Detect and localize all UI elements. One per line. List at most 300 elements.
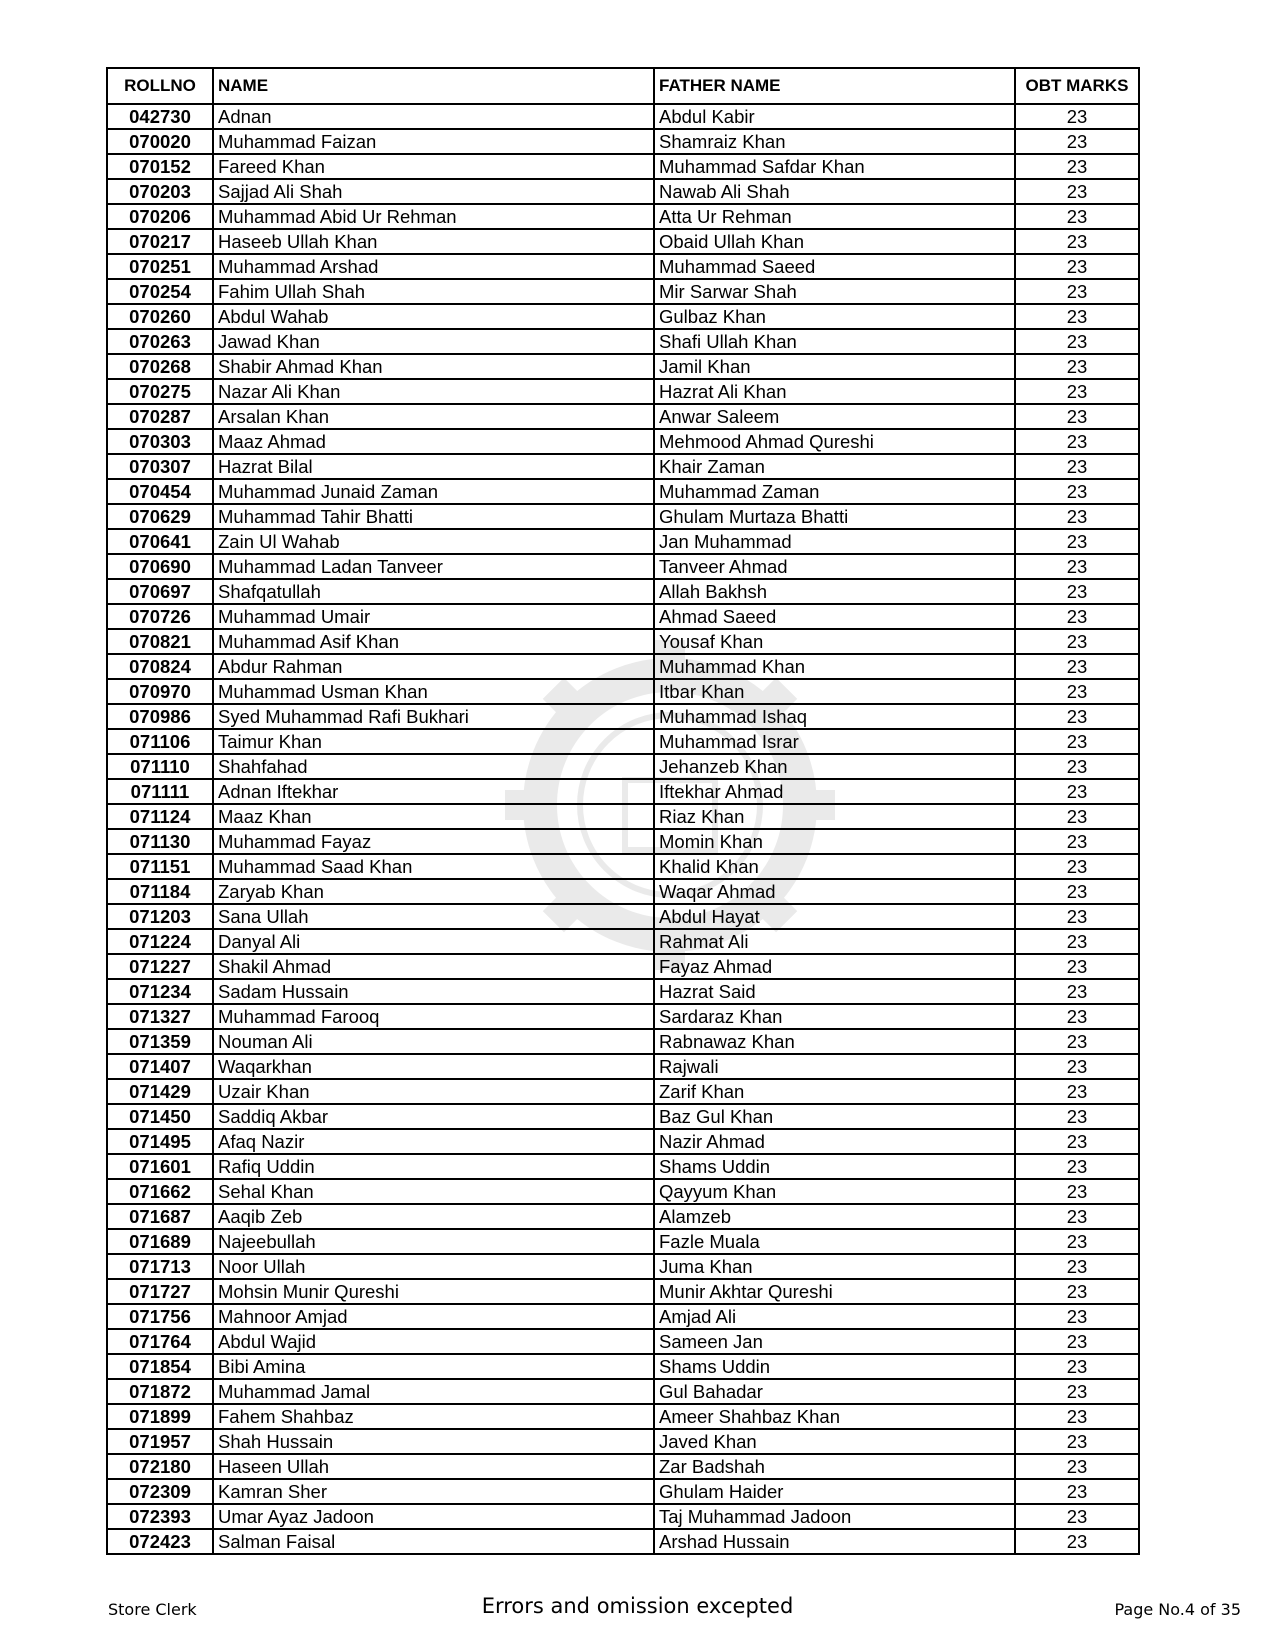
rollno-cell: 072423 (107, 1529, 213, 1554)
table-row (107, 1379, 1139, 1404)
father-name-cell: Mir Sarwar Shah (654, 279, 1015, 304)
rollno-cell: 071359 (107, 1029, 213, 1054)
name-cell: Abdul Wahab (213, 304, 654, 329)
obt-marks-cell: 23 (1015, 229, 1139, 254)
name-cell: Syed Muhammad Rafi Bukhari (213, 704, 654, 729)
table-row (107, 729, 1139, 754)
name-cell: Hazrat Bilal (213, 454, 654, 479)
rollno-cell: 070824 (107, 654, 213, 679)
table-row (107, 779, 1139, 804)
table-row (107, 829, 1139, 854)
obt-marks-cell: 23 (1015, 204, 1139, 229)
table-row (107, 1504, 1139, 1529)
rollno-cell: 070287 (107, 404, 213, 429)
rollno-cell: 070152 (107, 154, 213, 179)
obt-marks-cell: 23 (1015, 504, 1139, 529)
obt-marks-cell: 23 (1015, 1079, 1139, 1104)
rollno-cell: 070206 (107, 204, 213, 229)
results-table (106, 67, 1140, 1555)
name-cell: Mahnoor Amjad (213, 1304, 654, 1329)
name-cell: Uzair Khan (213, 1079, 654, 1104)
name-cell: Muhammad Usman Khan (213, 679, 654, 704)
footer-store-clerk: Store Clerk (108, 1600, 197, 1619)
table-row (107, 329, 1139, 354)
father-name-cell: Jamil Khan (654, 354, 1015, 379)
father-name-cell: Riaz Khan (654, 804, 1015, 829)
rollno-cell: 071184 (107, 879, 213, 904)
name-cell: Zain Ul Wahab (213, 529, 654, 554)
table-row (107, 154, 1139, 179)
obt-marks-cell: 23 (1015, 1054, 1139, 1079)
table-row (107, 904, 1139, 929)
table-row (107, 1529, 1139, 1554)
table-row (107, 1354, 1139, 1379)
rollno-cell: 070303 (107, 429, 213, 454)
obt-marks-cell: 23 (1015, 754, 1139, 779)
name-cell: Muhammad Junaid Zaman (213, 479, 654, 504)
table-row (107, 1029, 1139, 1054)
obt-marks-cell: 23 (1015, 954, 1139, 979)
father-name-cell: Shamraiz Khan (654, 129, 1015, 154)
rollno-cell: 070690 (107, 554, 213, 579)
father-name-cell: Javed Khan (654, 1429, 1015, 1454)
father-name-cell: Shams Uddin (654, 1154, 1015, 1179)
table-row (107, 579, 1139, 604)
table-row (107, 1154, 1139, 1179)
rollno-cell: 071601 (107, 1154, 213, 1179)
father-name-cell: Shams Uddin (654, 1354, 1015, 1379)
father-name-cell: Ameer Shahbaz Khan (654, 1404, 1015, 1429)
name-cell: Sana Ullah (213, 904, 654, 929)
name-cell: Salman Faisal (213, 1529, 654, 1554)
obt-marks-cell: 23 (1015, 1254, 1139, 1279)
obt-marks-cell: 23 (1015, 479, 1139, 504)
rollno-cell: 070275 (107, 379, 213, 404)
obt-marks-cell: 23 (1015, 929, 1139, 954)
name-cell: Shafqatullah (213, 579, 654, 604)
father-name-cell: Taj Muhammad Jadoon (654, 1504, 1015, 1529)
obt-marks-cell: 23 (1015, 604, 1139, 629)
father-name-cell: Amjad Ali (654, 1304, 1015, 1329)
table-row (107, 429, 1139, 454)
rollno-cell: 071234 (107, 979, 213, 1004)
name-cell: Nazar Ali Khan (213, 379, 654, 404)
rollno-cell: 070629 (107, 504, 213, 529)
rollno-cell: 071407 (107, 1054, 213, 1079)
name-cell: Abdul Wajid (213, 1329, 654, 1354)
table-row (107, 404, 1139, 429)
table-row (107, 179, 1139, 204)
table-row (107, 1254, 1139, 1279)
table-row (107, 1429, 1139, 1454)
obt-marks-cell: 23 (1015, 104, 1139, 129)
father-name-cell: Muhammad Saeed (654, 254, 1015, 279)
footer-page-number: Page No.4 of 35 (1114, 1600, 1241, 1619)
rollno-cell: 071495 (107, 1129, 213, 1154)
obt-marks-cell: 23 (1015, 304, 1139, 329)
table-row (107, 229, 1139, 254)
rollno-cell: 071854 (107, 1354, 213, 1379)
rollno-cell: 072180 (107, 1454, 213, 1479)
name-cell: Muhammad Abid Ur Rehman (213, 204, 654, 229)
father-name-cell: Khalid Khan (654, 854, 1015, 879)
father-name-cell: Tanveer Ahmad (654, 554, 1015, 579)
father-name-cell: Jan Muhammad (654, 529, 1015, 554)
father-name-cell: Nazir Ahmad (654, 1129, 1015, 1154)
table-row (107, 529, 1139, 554)
obt-marks-cell: 23 (1015, 679, 1139, 704)
obt-marks-cell: 23 (1015, 1129, 1139, 1154)
obt-marks-cell: 23 (1015, 729, 1139, 754)
name-cell: Noor Ullah (213, 1254, 654, 1279)
obt-marks-cell: 23 (1015, 179, 1139, 204)
rollno-cell: 071756 (107, 1304, 213, 1329)
rollno-cell: 071713 (107, 1254, 213, 1279)
obt-marks-cell: 23 (1015, 1454, 1139, 1479)
father-name-cell: Rahmat Ali (654, 929, 1015, 954)
table-row (107, 1404, 1139, 1429)
obt-marks-cell: 23 (1015, 854, 1139, 879)
obt-marks-cell: 23 (1015, 979, 1139, 1004)
table-row (107, 1304, 1139, 1329)
footer-disclaimer: Errors and omission excepted (481, 1594, 794, 1618)
obt-marks-cell: 23 (1015, 579, 1139, 604)
table-row (107, 754, 1139, 779)
father-name-cell: Atta Ur Rehman (654, 204, 1015, 229)
rollno-cell: 071450 (107, 1104, 213, 1129)
rollno-cell: 070268 (107, 354, 213, 379)
father-name-cell: Rajwali (654, 1054, 1015, 1079)
obt-marks-cell: 23 (1015, 1279, 1139, 1304)
rollno-cell: 071327 (107, 1004, 213, 1029)
rollno-cell: 071124 (107, 804, 213, 829)
obt-marks-cell: 23 (1015, 779, 1139, 804)
father-name-cell: Qayyum Khan (654, 1179, 1015, 1204)
name-cell: Afaq Nazir (213, 1129, 654, 1154)
name-cell: Muhammad Fayaz (213, 829, 654, 854)
name-cell: Arsalan Khan (213, 404, 654, 429)
father-name-cell: Abdul Hayat (654, 904, 1015, 929)
name-cell: Fareed Khan (213, 154, 654, 179)
father-name-cell: Muhammad Safdar Khan (654, 154, 1015, 179)
father-name-cell: Muhammad Israr (654, 729, 1015, 754)
father-name-cell: Anwar Saleem (654, 404, 1015, 429)
name-cell: Muhammad Farooq (213, 1004, 654, 1029)
rollno-cell: 071957 (107, 1429, 213, 1454)
table-row (107, 479, 1139, 504)
obt-marks-cell: 23 (1015, 1154, 1139, 1179)
table-row (107, 129, 1139, 154)
father-name-cell: Alamzeb (654, 1204, 1015, 1229)
name-cell: Fahim Ullah Shah (213, 279, 654, 304)
obt-marks-cell: 23 (1015, 554, 1139, 579)
father-name-cell: Obaid Ullah Khan (654, 229, 1015, 254)
name-cell: Muhammad Jamal (213, 1379, 654, 1404)
obt-marks-cell: 23 (1015, 904, 1139, 929)
father-name-cell: Itbar Khan (654, 679, 1015, 704)
name-cell: Waqarkhan (213, 1054, 654, 1079)
name-cell: Sadam Hussain (213, 979, 654, 1004)
name-cell: Kamran Sher (213, 1479, 654, 1504)
table-row (107, 1479, 1139, 1504)
obt-marks-cell: 23 (1015, 704, 1139, 729)
rollno-cell: 071727 (107, 1279, 213, 1304)
table-row (107, 929, 1139, 954)
obt-marks-cell: 23 (1015, 1404, 1139, 1429)
rollno-cell: 071899 (107, 1404, 213, 1429)
rollno-cell: 070217 (107, 229, 213, 254)
name-cell: Aaqib Zeb (213, 1204, 654, 1229)
obt-marks-cell: 23 (1015, 1104, 1139, 1129)
rollno-cell: 072309 (107, 1479, 213, 1504)
obt-marks-cell: 23 (1015, 1204, 1139, 1229)
obt-marks-cell: 23 (1015, 429, 1139, 454)
rollno-cell: 070697 (107, 579, 213, 604)
father-name-cell: Arshad Hussain (654, 1529, 1015, 1554)
father-name-cell: Fayaz Ahmad (654, 954, 1015, 979)
obt-marks-cell: 23 (1015, 404, 1139, 429)
obt-marks-cell: 23 (1015, 154, 1139, 179)
table-row (107, 1229, 1139, 1254)
father-name-cell: Iftekhar Ahmad (654, 779, 1015, 804)
name-cell: Nouman Ali (213, 1029, 654, 1054)
rollno-cell: 071106 (107, 729, 213, 754)
obt-marks-cell: 23 (1015, 529, 1139, 554)
table-row (107, 454, 1139, 479)
rollno-cell: 070251 (107, 254, 213, 279)
rollno-cell: 071111 (107, 779, 213, 804)
father-name-cell: Gulbaz Khan (654, 304, 1015, 329)
father-name-cell: Muhammad Ishaq (654, 704, 1015, 729)
name-cell: Umar Ayaz Jadoon (213, 1504, 654, 1529)
father-name-cell: Ghulam Haider (654, 1479, 1015, 1504)
obt-marks-cell: 23 (1015, 379, 1139, 404)
father-name-cell: Yousaf Khan (654, 629, 1015, 654)
father-name-cell: Sameen Jan (654, 1329, 1015, 1354)
obt-marks-cell: 23 (1015, 1529, 1139, 1554)
table-row (107, 679, 1139, 704)
table-row (107, 879, 1139, 904)
obt-marks-cell: 23 (1015, 1354, 1139, 1379)
table-row (107, 354, 1139, 379)
rollno-cell: 071687 (107, 1204, 213, 1229)
name-cell: Muhammad Asif Khan (213, 629, 654, 654)
table-row (107, 804, 1139, 829)
name-cell: Shah Hussain (213, 1429, 654, 1454)
obt-marks-cell: 23 (1015, 1229, 1139, 1254)
rollno-cell: 071689 (107, 1229, 213, 1254)
obt-marks-cell: 23 (1015, 1479, 1139, 1504)
father-name-cell: Shafi Ullah Khan (654, 329, 1015, 354)
obt-marks-cell: 23 (1015, 129, 1139, 154)
name-cell: Bibi Amina (213, 1354, 654, 1379)
table-row (107, 854, 1139, 879)
name-cell: Danyal Ali (213, 929, 654, 954)
father-name-cell: Fazle Muala (654, 1229, 1015, 1254)
rollno-cell: 070986 (107, 704, 213, 729)
table-row (107, 504, 1139, 529)
name-cell: Shakil Ahmad (213, 954, 654, 979)
obt-marks-cell: 23 (1015, 1004, 1139, 1029)
name-cell: Maaz Khan (213, 804, 654, 829)
obt-marks-cell: 23 (1015, 254, 1139, 279)
obt-marks-cell: 23 (1015, 454, 1139, 479)
table-row (107, 1054, 1139, 1079)
rollno-cell: 070020 (107, 129, 213, 154)
name-cell: Mohsin Munir Qureshi (213, 1279, 654, 1304)
rollno-cell: 042730 (107, 104, 213, 129)
obt-marks-cell: 23 (1015, 829, 1139, 854)
father-name-cell: Nawab Ali Shah (654, 179, 1015, 204)
name-cell: Shabir Ahmad Khan (213, 354, 654, 379)
table-row (107, 654, 1139, 679)
name-cell: Sehal Khan (213, 1179, 654, 1204)
rollno-cell: 070263 (107, 329, 213, 354)
table-row (107, 979, 1139, 1004)
rollno-cell: 071130 (107, 829, 213, 854)
rollno-cell: 070726 (107, 604, 213, 629)
obt-marks-cell: 23 (1015, 1429, 1139, 1454)
father-name-cell: Jehanzeb Khan (654, 754, 1015, 779)
name-cell: Haseen Ullah (213, 1454, 654, 1479)
father-name-cell: Hazrat Said (654, 979, 1015, 1004)
obt-marks-cell: 23 (1015, 354, 1139, 379)
father-name-cell: Sardaraz Khan (654, 1004, 1015, 1029)
table-row (107, 1079, 1139, 1104)
rollno-cell: 070203 (107, 179, 213, 204)
table-row (107, 379, 1139, 404)
table-row (107, 304, 1139, 329)
father-name-cell: Momin Khan (654, 829, 1015, 854)
father-name-cell: Munir Akhtar Qureshi (654, 1279, 1015, 1304)
rollno-cell: 071764 (107, 1329, 213, 1354)
obt-marks-cell: 23 (1015, 804, 1139, 829)
name-cell: Muhammad Arshad (213, 254, 654, 279)
header-obt-marks: OBT MARKS (1015, 68, 1139, 104)
rollno-cell: 071429 (107, 1079, 213, 1104)
table-row (107, 1004, 1139, 1029)
name-cell: Muhammad Saad Khan (213, 854, 654, 879)
obt-marks-cell: 23 (1015, 1179, 1139, 1204)
results-sheet (106, 67, 1138, 1555)
table-row (107, 1279, 1139, 1304)
rollno-cell: 070970 (107, 679, 213, 704)
rollno-cell: 070307 (107, 454, 213, 479)
table-row (107, 704, 1139, 729)
rollno-cell: 072393 (107, 1504, 213, 1529)
obt-marks-cell: 23 (1015, 879, 1139, 904)
table-row (107, 279, 1139, 304)
father-name-cell: Juma Khan (654, 1254, 1015, 1279)
father-name-cell: Ghulam Murtaza Bhatti (654, 504, 1015, 529)
header-father-name: FATHER NAME (654, 68, 1015, 104)
name-cell: Taimur Khan (213, 729, 654, 754)
rollno-cell: 071110 (107, 754, 213, 779)
name-cell: Muhammad Faizan (213, 129, 654, 154)
rollno-cell: 070821 (107, 629, 213, 654)
table-body (107, 104, 1139, 1554)
rollno-cell: 071662 (107, 1179, 213, 1204)
obt-marks-cell: 23 (1015, 1304, 1139, 1329)
rollno-cell: 070254 (107, 279, 213, 304)
name-cell: Abdur Rahman (213, 654, 654, 679)
name-cell: Sajjad Ali Shah (213, 179, 654, 204)
obt-marks-cell: 23 (1015, 1504, 1139, 1529)
father-name-cell: Rabnawaz Khan (654, 1029, 1015, 1054)
name-cell: Jawad Khan (213, 329, 654, 354)
father-name-cell: Baz Gul Khan (654, 1104, 1015, 1129)
name-cell: Adnan Iftekhar (213, 779, 654, 804)
rollno-cell: 071872 (107, 1379, 213, 1404)
name-cell: Adnan (213, 104, 654, 129)
name-cell: Muhammad Ladan Tanveer (213, 554, 654, 579)
rollno-cell: 071224 (107, 929, 213, 954)
name-cell: Haseeb Ullah Khan (213, 229, 654, 254)
obt-marks-cell: 23 (1015, 279, 1139, 304)
name-cell: Najeebullah (213, 1229, 654, 1254)
table-row (107, 954, 1139, 979)
father-name-cell: Waqar Ahmad (654, 879, 1015, 904)
name-cell: Muhammad Tahir Bhatti (213, 504, 654, 529)
father-name-cell: Abdul Kabir (654, 104, 1015, 129)
table-row (107, 104, 1139, 129)
father-name-cell: Gul Bahadar (654, 1379, 1015, 1404)
father-name-cell: Mehmood Ahmad Qureshi (654, 429, 1015, 454)
rollno-cell: 071203 (107, 904, 213, 929)
table-header-row (107, 68, 1139, 104)
name-cell: Shahfahad (213, 754, 654, 779)
father-name-cell: Muhammad Zaman (654, 479, 1015, 504)
header-rollno: ROLLNO (107, 68, 213, 104)
name-cell: Rafiq Uddin (213, 1154, 654, 1179)
obt-marks-cell: 23 (1015, 1379, 1139, 1404)
obt-marks-cell: 23 (1015, 1329, 1139, 1354)
obt-marks-cell: 23 (1015, 329, 1139, 354)
table-row (107, 1329, 1139, 1354)
rollno-cell: 071227 (107, 954, 213, 979)
father-name-cell: Khair Zaman (654, 454, 1015, 479)
father-name-cell: Muhammad Khan (654, 654, 1015, 679)
header-name: NAME (213, 68, 654, 104)
rollno-cell: 071151 (107, 854, 213, 879)
obt-marks-cell: 23 (1015, 629, 1139, 654)
table-row (107, 1179, 1139, 1204)
rollno-cell: 070260 (107, 304, 213, 329)
name-cell: Maaz Ahmad (213, 429, 654, 454)
table-row (107, 629, 1139, 654)
father-name-cell: Ahmad Saeed (654, 604, 1015, 629)
table-row (107, 1454, 1139, 1479)
rollno-cell: 070454 (107, 479, 213, 504)
obt-marks-cell: 23 (1015, 1029, 1139, 1054)
father-name-cell: Zarif Khan (654, 1079, 1015, 1104)
name-cell: Muhammad Umair (213, 604, 654, 629)
rollno-cell: 070641 (107, 529, 213, 554)
table-row (107, 254, 1139, 279)
table-row (107, 204, 1139, 229)
table-row (107, 1129, 1139, 1154)
father-name-cell: Allah Bakhsh (654, 579, 1015, 604)
father-name-cell: Hazrat Ali Khan (654, 379, 1015, 404)
name-cell: Fahem Shahbaz (213, 1404, 654, 1429)
table-row (107, 604, 1139, 629)
obt-marks-cell: 23 (1015, 654, 1139, 679)
table-row (107, 1104, 1139, 1129)
name-cell: Saddiq Akbar (213, 1104, 654, 1129)
table-row (107, 554, 1139, 579)
table-row (107, 1204, 1139, 1229)
father-name-cell: Zar Badshah (654, 1454, 1015, 1479)
